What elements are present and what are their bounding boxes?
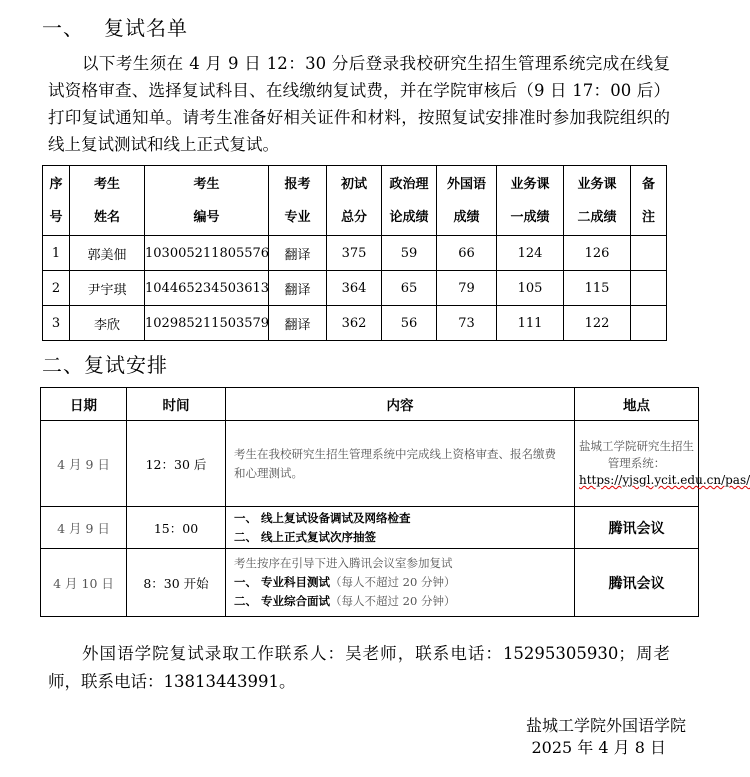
table-cell: 103005211805576 [145, 236, 269, 271]
table-cell: 59 [382, 236, 437, 271]
content-line [234, 592, 566, 611]
header-cell: 备 注 [631, 166, 667, 236]
content-line: 二、 线上正式复试次序抽签 [234, 529, 377, 544]
schedule-content: 考生在我校研究生招生管理系统中完成线上资格审查、报名缴费和心理测试。 [226, 421, 575, 507]
schedule-content [226, 507, 575, 549]
table-cell [631, 236, 667, 271]
schedule-date: 4 月 10 日 [41, 549, 127, 617]
table-cell: 362 [327, 306, 382, 341]
table-cell: 56 [382, 306, 437, 341]
schedule-table [40, 387, 750, 617]
content-intro: 考生按序在引导下进入腾讯会议室参加复试 [234, 556, 453, 570]
signature-date: 2025 年 4 月 8 日 [531, 738, 666, 757]
table-cell: 翻译 [269, 236, 327, 271]
section-number: 一、 [42, 16, 84, 40]
table-cell: 3 [43, 306, 70, 341]
candidate-table [42, 165, 667, 341]
table-cell: 66 [437, 236, 497, 271]
table-cell: 79 [437, 271, 497, 306]
header-cell: 考生 编号 [145, 166, 269, 236]
location-text: 盐城工学院研究生招生管理系统： [579, 439, 694, 470]
table-row [43, 236, 667, 271]
content-item-note: （每人不超过 20 分钟） [330, 594, 456, 608]
header-date: 日期 [41, 388, 127, 421]
table-cell: 102985211503579 [145, 306, 269, 341]
header-time: 时间 [127, 388, 226, 421]
table-cell: 104465234503613 [145, 271, 269, 306]
header-content: 内容 [226, 388, 575, 421]
content-item-note: （每人不超过 20 分钟） [330, 575, 456, 589]
schedule-location: 腾讯会议 [575, 507, 699, 549]
table-cell: 375 [327, 236, 382, 271]
schedule-time: 15：00 [127, 507, 226, 549]
header-cell: 考生 姓名 [70, 166, 145, 236]
header-cell: 业务课 二成绩 [564, 166, 631, 236]
table-cell: 73 [437, 306, 497, 341]
table-cell: 115 [564, 271, 631, 306]
schedule-row [41, 507, 699, 549]
table-header-row [43, 166, 667, 236]
header-cell: 初试 总分 [327, 166, 382, 236]
section-title: 复试名单 [104, 16, 188, 40]
table-cell [631, 306, 667, 341]
schedule-row [41, 549, 699, 617]
table-cell: 尹宇琪 [70, 271, 145, 306]
schedule-row [41, 421, 699, 507]
table-cell [631, 271, 667, 306]
schedule-date: 4 月 9 日 [41, 507, 127, 549]
contact-paragraph: 外国语学院复试录取工作联系人：吴老师，联系电话：15295305930；周老师，联系电话：13813443991。 [48, 644, 670, 691]
schedule-location [575, 421, 750, 507]
table-cell: 364 [327, 271, 382, 306]
header-cell: 序 号 [43, 166, 70, 236]
table-cell: 124 [497, 236, 564, 271]
table-row [43, 271, 667, 306]
table-cell: 122 [564, 306, 631, 341]
table-cell: 111 [497, 306, 564, 341]
header-cell: 外国语 成绩 [437, 166, 497, 236]
table-cell: 105 [497, 271, 564, 306]
header-cell: 业务课 一成绩 [497, 166, 564, 236]
schedule-date: 4 月 9 日 [41, 421, 127, 507]
table-cell: 126 [564, 236, 631, 271]
header-cell: 报考 专业 [269, 166, 327, 236]
intro-paragraph: 以下考生须在 4 月 9 日 12：30 分后登录我校研究生招生管理系统完成在线复试资格审查、选择复试科目、在线缴纳复试费，并在学院审核后（9 日 17：00 后）打印复试通知单。请考生准备好相关证件和材料，按照复试安排准时参加我院组织的线上复试测试和线上正式复试。 [48, 54, 670, 154]
table-cell: 1 [43, 236, 70, 271]
table-row [43, 306, 667, 341]
table-cell: 2 [43, 271, 70, 306]
table-cell: 65 [382, 271, 437, 306]
header-location: 地点 [575, 388, 699, 421]
system-url-link[interactable]: https://yjsgl.ycit.edu.cn/pas/ [579, 473, 750, 487]
table-cell: 郭美佃 [70, 236, 145, 271]
header-cell: 政治理 论成绩 [382, 166, 437, 236]
content-line: 一、 线上复试设备调试及网络检查 [234, 510, 411, 525]
content-line [234, 573, 566, 592]
table-cell: 翻译 [269, 306, 327, 341]
signature-org: 盐城工学院外国语学院 [525, 716, 686, 735]
schedule-header-row [41, 388, 699, 421]
schedule-time: 8：30 开始 [127, 549, 226, 617]
table-cell: 翻译 [269, 271, 327, 306]
section-heading-list [42, 12, 188, 41]
table-cell: 李欣 [70, 306, 145, 341]
content-item-label: 二、 专业综合面试 [234, 594, 331, 608]
schedule-time: 12：30 后 [127, 421, 226, 507]
section-heading-schedule: 二、复试安排 [42, 353, 168, 377]
content-item-label: 一、 专业科目测试 [234, 575, 331, 589]
schedule-location: 腾讯会议 [575, 549, 699, 617]
schedule-content [226, 549, 575, 617]
